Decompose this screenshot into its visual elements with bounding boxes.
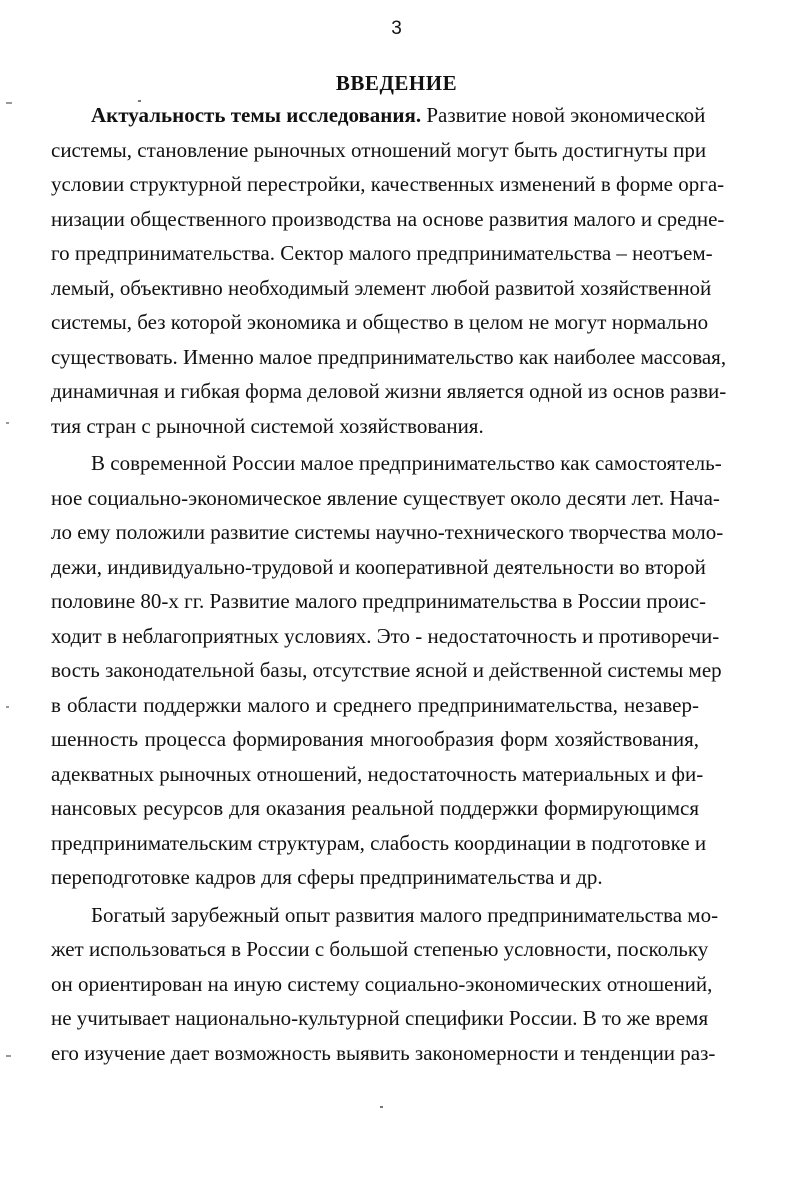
paragraph-1-line-1 bbox=[51, 98, 706, 133]
scan-artifact-speck bbox=[380, 1106, 383, 1108]
paragraph-3-line: он ориентирован на иную систему социально-экономических отношений, bbox=[51, 971, 713, 996]
scan-artifact-speck bbox=[138, 100, 141, 102]
paragraph-1-line: системы, без которой экономика и общество в целом не могут нормально bbox=[51, 310, 709, 334]
paragraph-lead-bold: Актуальность темы исследования. bbox=[91, 103, 422, 127]
document-body bbox=[51, 98, 727, 1070]
paragraph-3-line: жет использоваться в России с большой степенью условности, поскольку bbox=[51, 937, 709, 961]
paragraph-1-line: го предпринимательства. Сектор малого предпринимательства – неотъем- bbox=[51, 241, 713, 265]
paragraph-1-line: лемый, объективно необходимый элемент любой развитой хозяйственной bbox=[51, 275, 712, 300]
paragraph-3-line: его изучение дает возможность выявить закономерности и тенденции раз- bbox=[51, 1040, 716, 1065]
paragraph-2-line: В современной России малое предпринимательство как самостоятель- bbox=[91, 451, 722, 475]
scan-artifact-mark bbox=[6, 1055, 11, 1057]
paragraph-2-line: предпринимательским структурам, слабость координации в подготовке и bbox=[51, 830, 707, 855]
paragraph-2-line: дежи, индивидуально-трудовой и кооперативной деятельности во второй bbox=[51, 554, 706, 579]
paragraph-1-line: системы, становление рыночных отношений могут быть достигнуты при bbox=[51, 137, 707, 162]
paragraph-3-line: Богатый зарубежный опыт развития малого предпринимательства мо- bbox=[91, 902, 719, 927]
scan-artifact-mark bbox=[6, 102, 12, 104]
paragraph-2-line: ло ему положили развитие системы научно-технического творчества моло- bbox=[51, 520, 724, 544]
paragraph-1-line: условии структурной перестройки, качественных изменений в форме орга- bbox=[51, 172, 725, 196]
paragraph-2-line: половине 80-х гг. Развитие малого предпринимательства в России проис- bbox=[51, 589, 707, 613]
page-number: 3 bbox=[391, 18, 402, 39]
scan-artifact-mark bbox=[6, 422, 9, 424]
paragraph-1-line: динамичная и гибкая форма деловой жизни является одной из основ разви- bbox=[51, 379, 727, 403]
paragraph-2-line: ходит в неблагоприятных условиях. Это - недостаточность и противоречи- bbox=[51, 623, 720, 648]
paragraph-1-line-1-rest: Развитие новой экономической bbox=[421, 103, 706, 127]
paragraph-3-line: не учитывает национально-культурной специфики России. В то же время bbox=[51, 1006, 709, 1030]
paragraph-1-line: тия стран с рыночной системой хозяйствования. bbox=[51, 413, 484, 438]
paragraph-1-line: низации общественного производства на основе развития малого и средне- bbox=[51, 206, 725, 231]
scan-artifact-mark bbox=[6, 706, 9, 708]
section-heading: ВВЕДЕНИЕ bbox=[335, 71, 458, 95]
paragraph-2-line: ное социально-экономическое явление существует около десяти лет. Нача- bbox=[51, 485, 720, 510]
paragraph-2-line: нансовых ресурсов для оказания реальной поддержки формирующимся bbox=[51, 796, 699, 820]
paragraph-1-line: существовать. Именно малое предпринимательство как наиболее массовая, bbox=[51, 344, 727, 369]
paragraph-2-line: адекватных рыночных отношений, недостаточность материальных и фи- bbox=[51, 761, 704, 786]
paragraph-2-line: переподготовке кадров для сферы предпринимательства и др. bbox=[51, 865, 603, 889]
paragraph-2-line: шенность процесса формирования многообразия форм хозяйствования, bbox=[51, 727, 699, 751]
paragraph-2-line: вость законодательной базы, отсутствие ясной и действенной системы мер bbox=[51, 658, 722, 682]
paragraph-2-line: в области поддержки малого и среднего предпринимательства, незавер- bbox=[51, 692, 699, 717]
